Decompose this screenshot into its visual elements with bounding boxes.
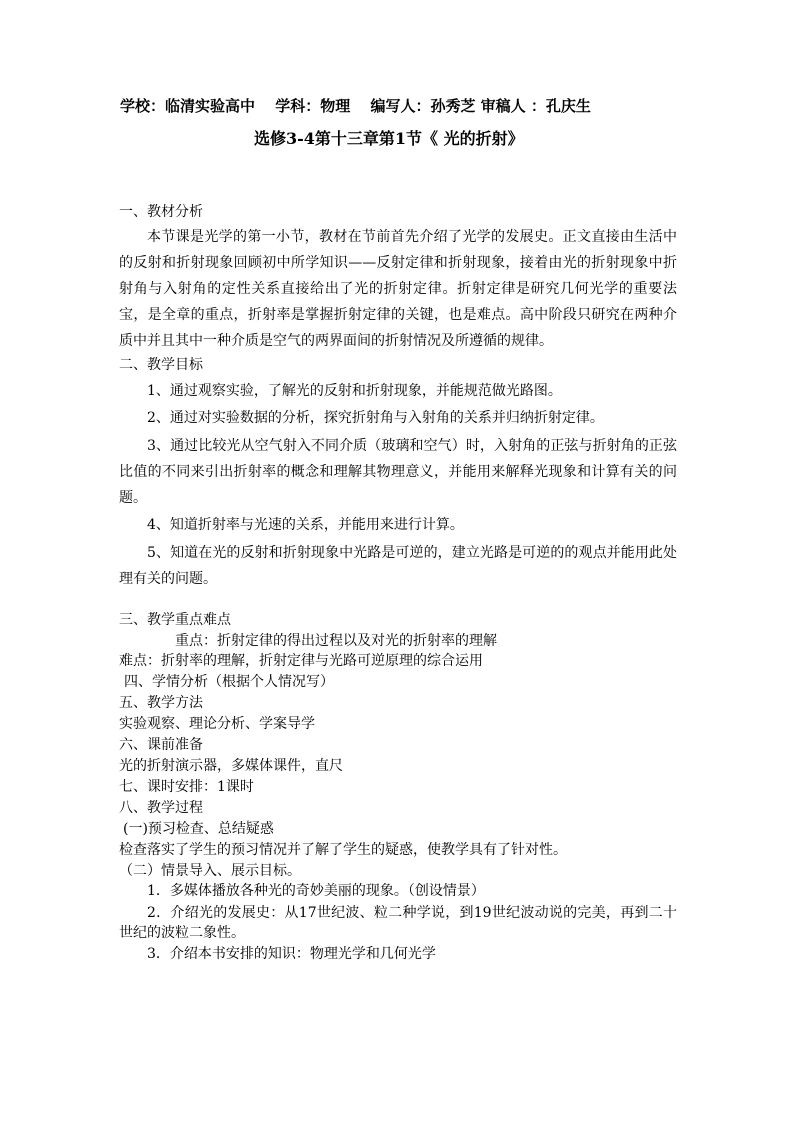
difficulty-text: 难点：折射率的理解，折射定律与光路可逆原理的综合运用 — [119, 653, 483, 669]
key-point-text: 重点：折射定律的得出过程以及对光的折射率的理解 — [175, 633, 497, 649]
document-title: 选修3-4第十三章第1节《 光的折射》 — [254, 129, 524, 148]
section-heading-class-hours: 七、课时安排：1课时 — [119, 779, 254, 795]
process-item-1: 1．多媒体播放各种光的奇妙美丽的现象。（创设情景） — [147, 883, 485, 899]
process-subheading-scenario: （二）情景导入、展示目标。 — [119, 863, 301, 879]
section-heading-student-analysis: 四、学情分析（根据个人情况写） — [124, 674, 334, 690]
teaching-goal-2: 2、通过对实验数据的分析，探究折射角与入射角的关系并归纳折射定律。 — [147, 410, 604, 426]
process-subheading-preview: (一)预习检查、总结疑惑 — [123, 821, 274, 837]
teaching-goal-1: 1、通过观察实验，了解光的反射和折射现象，并能规范做光路图。 — [147, 383, 562, 399]
preparation-text: 光的折射演示器，多媒体课件，直尺 — [119, 758, 343, 774]
teaching-goal-3: 3、通过比较光从空气射入不同介质（玻璃和空气）时，入射角的正弦与折射角的正弦比值的不同来引出折射率的概念和理解其物理意义，并能用来解释光现象和计算有关的问题。 — [119, 438, 677, 506]
process-item-2: 2．介绍光的发展史：从17世纪波、粒二种学说，到19世纪波动说的完美，再到二十世纪的波粒二象性。 — [119, 905, 677, 941]
teaching-goal-4: 4、知道折射率与光速的关系，并能用来进行计算。 — [147, 517, 464, 533]
section-heading-textbook-analysis: 一、教材分析 — [119, 204, 203, 220]
textbook-analysis-paragraph: 本节课是光学的第一小节，教材在节前首先介绍了光学的发展史。正文直接由生活中的反射和折射现象回顾初中所学知识——反射定律和折射现象，接着由光的折射现象中折射角与入射角的定性关系直接给出了光的折射定律。折射定律是研究几何光学的重要法宝，是全章的重点，折射率是掌握折射定律的关键，也是难点。高中阶段只研究在两种介质中并且其中一种介质是空气的两界面间的折射情况及所遵循的规律。 — [119, 229, 677, 349]
section-heading-teaching-process: 八、教学过程 — [119, 800, 203, 816]
section-heading-teaching-goals: 二、教学目标 — [119, 357, 203, 373]
teaching-methods-text: 实验观察、理论分析、学案导学 — [119, 716, 315, 732]
section-heading-teaching-methods: 五、教学方法 — [119, 695, 203, 711]
section-heading-preparation: 六、课前准备 — [119, 737, 203, 753]
process-item-3: 3．介绍本书安排的知识：物理光学和几何光学 — [147, 946, 436, 962]
teaching-goal-5: 5、知道在光的反射和折射现象中光路是可逆的，建立光路是可逆的的观点并能用此处理有关的问题。 — [119, 545, 677, 587]
process-preview-text: 检查落实了学生的预习情况并了解了学生的疑惑，使教学具有了针对性。 — [119, 842, 567, 858]
section-heading-key-points: 三、教学重点难点 — [119, 612, 231, 628]
document-header-info: 学校：临清实验高中 学科：物理 编写人：孙秀芝 审稿人 ：孔庆生 — [120, 97, 591, 115]
